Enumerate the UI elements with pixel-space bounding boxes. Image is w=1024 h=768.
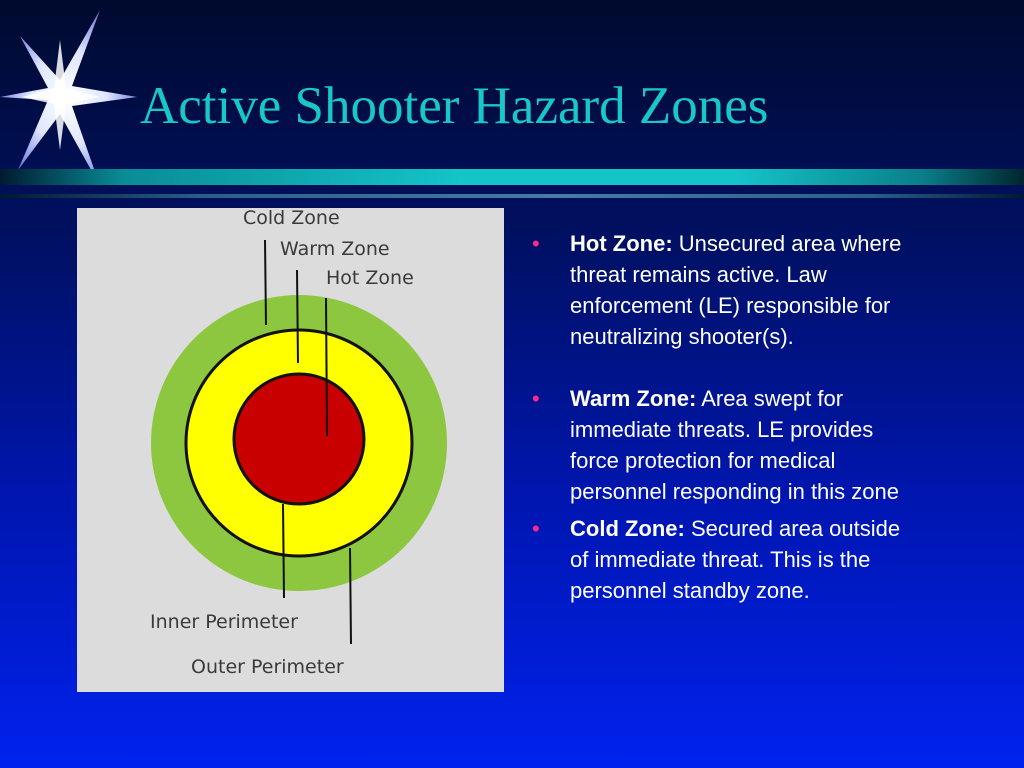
outer-perimeter-label: Outer Perimeter (191, 656, 344, 678)
title-divider-line (0, 194, 1024, 198)
inner-perimeter-label: Inner Perimeter (150, 611, 298, 633)
inner-perimeter-pointer (283, 504, 284, 598)
bullet-text: Area swept for immediate threats. LE provides force protection for medical personnel responding in this zone (570, 386, 900, 504)
bullet-term: Cold Zone: (570, 516, 685, 541)
cold-zone-pointer (265, 240, 266, 325)
bullet-cold-zone (532, 513, 912, 606)
bullet-hot-zone (532, 228, 912, 352)
hot-zone-pointer (326, 298, 327, 436)
title-divider-bar (0, 169, 1024, 185)
bullet-text: Unsecured area where threat remains active. Law enforcement (LE) responsible for neutralizing shooter(s). (570, 231, 902, 349)
hot-zone-label: Hot Zone (326, 267, 414, 289)
hazard-zones-diagram (77, 208, 504, 692)
bullet-text: Secured area outside of immediate threat. This is the personnel standby zone. (570, 516, 901, 603)
bullet-term: Hot Zone: (570, 231, 673, 256)
hot-zone-circle (234, 374, 364, 504)
bullet-term: Warm Zone: (570, 386, 697, 411)
starburst-icon (0, 0, 140, 190)
bullet-marker-icon: • (532, 231, 540, 256)
bullet-warm-zone (532, 383, 912, 507)
outer-perimeter-pointer (350, 548, 351, 644)
slide-title: Active Shooter Hazard Zones (140, 77, 769, 135)
warm-zone-label: Warm Zone (280, 238, 390, 260)
warm-zone-pointer (297, 270, 298, 363)
zone-definitions-list (532, 228, 912, 606)
cold-zone-label: Cold Zone (243, 208, 340, 229)
bullet-marker-icon: • (532, 516, 540, 541)
bullet-marker-icon: • (532, 386, 540, 411)
